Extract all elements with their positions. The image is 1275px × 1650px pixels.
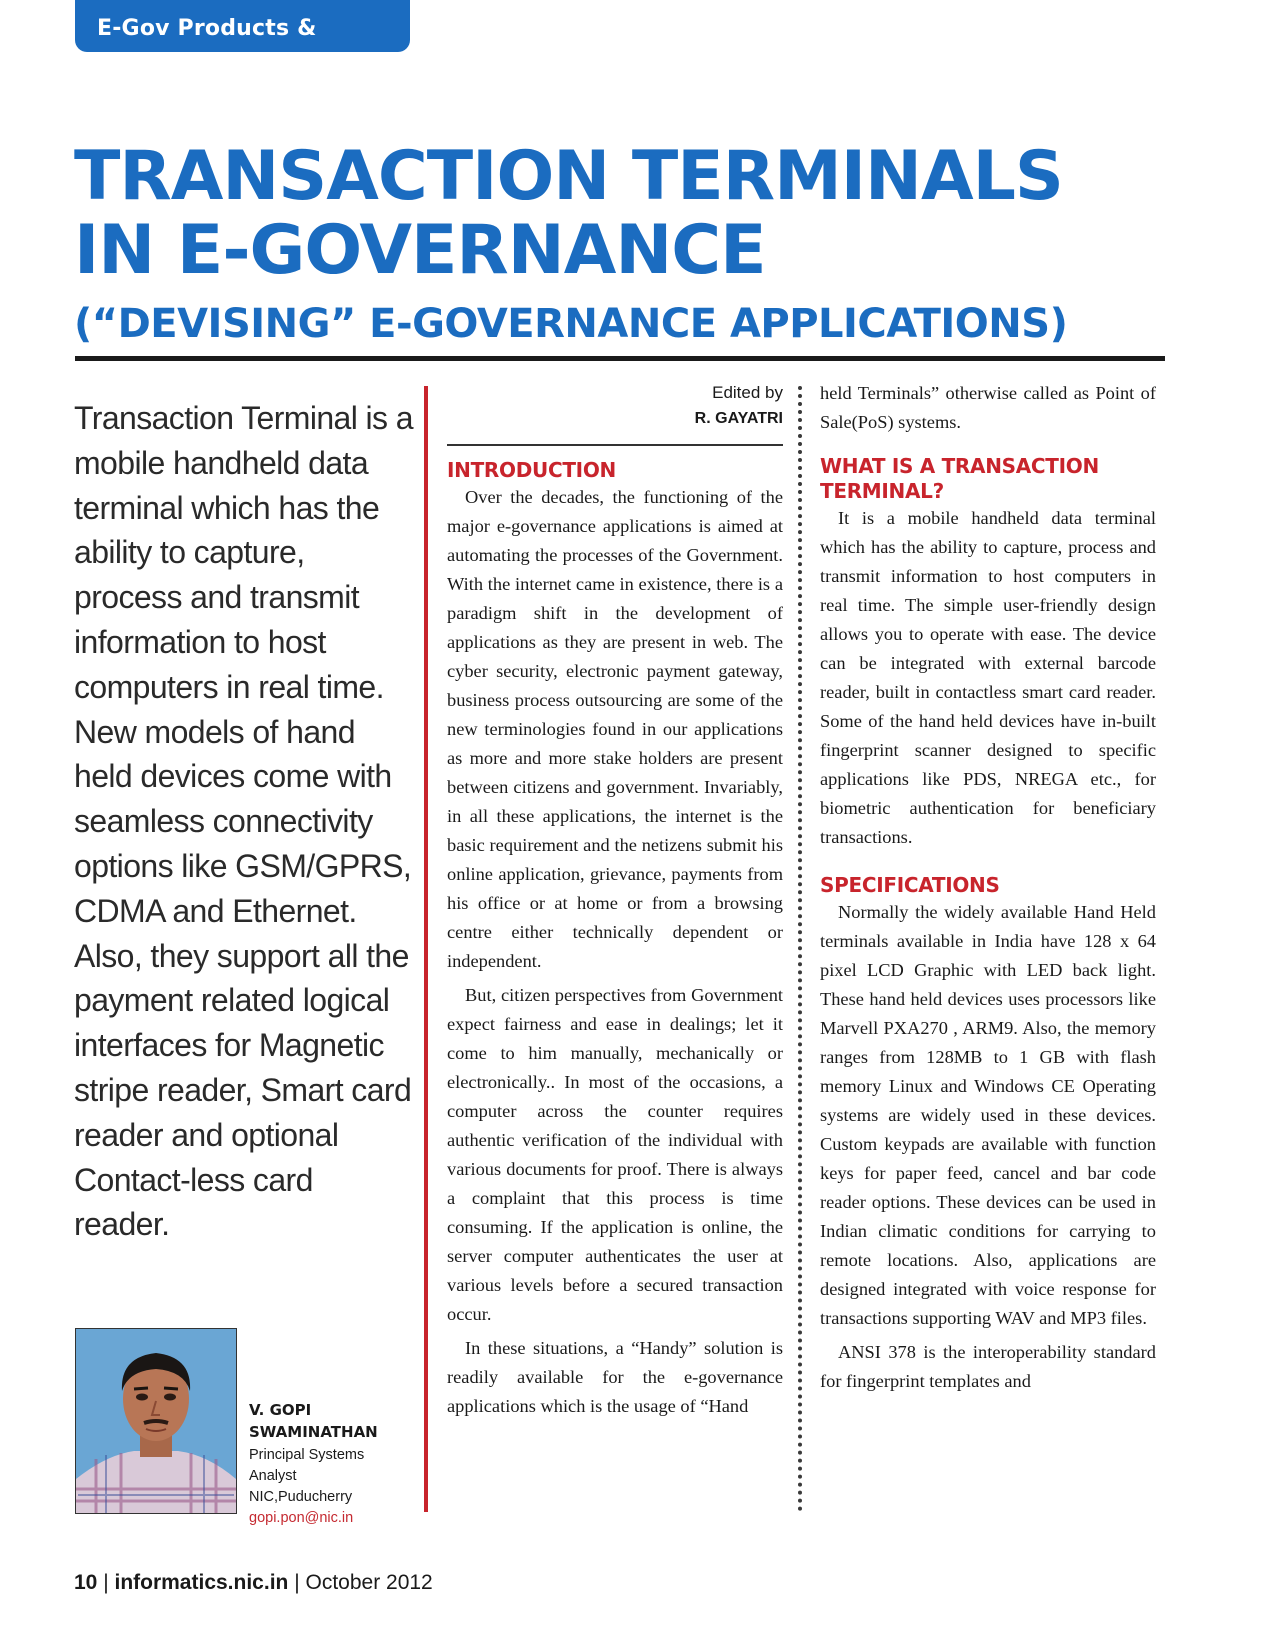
red-column-divider [424, 386, 428, 1512]
editor-label: Edited by [712, 383, 783, 402]
author-info [249, 1399, 409, 1529]
intro-paragraph-3: In these situations, a “Handy” solution is readily available for the e-governance applications which is the usage of “Hand [447, 1338, 783, 1416]
editor-credit [447, 380, 783, 432]
article-subtitle: (“DEVISING” E-GOVERNANCE APPLICATIONS) [74, 301, 1068, 347]
intro-paragraph-1: Over the decades, the functioning of the major e-governance applications is aimed at automating the processes of the Government. With the internet came in existence, there is a paradigm shift in the development of applications as they are present in web. The cyber security, electronic payment gateway, business process outsourcing are some of the new terminologies found in our applications as more and more stake holders are present between citizens and government. Invariably, in all these applications, the internet is the basic requirement and the netizens submit his online application, grievance, payments from his office or at home or from a browsing centre either technically dependent or independent. [447, 487, 783, 971]
section-tab: E-Gov Products & Services [75, 0, 410, 52]
specifications-paragraph-2: ANSI 378 is the interoperability standard for fingerprint templates and [820, 1342, 1156, 1391]
what-is-paragraph: It is a mobile handheld data terminal which has the ability to capture, process and transmit information to host computers in real time. The simple user-friendly design allows you to operate with ease. The device can be integrated with external barcode reader, built in contactless smart card reader. Some of the hand held devices have in-built fingerprint scanner designed to specific applications like PDS, NREGA etc., for biometric authentication for beneficiary transactions. [820, 508, 1156, 847]
dotted-column-divider [798, 386, 802, 1512]
author-email-link[interactable]: gopi.pon@nic.in [249, 1510, 354, 1526]
lead-summary: Transaction Terminal is a mobile handheld data terminal which has the ability to capture, process and transmit information to host computers in real time. New models of hand held devices come with seamless connectivity options like GSM/GPRS, CDMA and Ethernet. Also, they support all the payment related logical interfaces for Magnetic stripe reader, Smart card reader and optional Contact-less card reader. [74, 400, 413, 1243]
title-divider [75, 356, 1165, 361]
author-name: V. GOPI SWAMINATHAN [249, 1401, 378, 1441]
body-column-1 [447, 458, 783, 1421]
continued-paragraph: held Terminals” otherwise called as Point of Sale(PoS) systems. [820, 383, 1156, 432]
heading-what-is: WHAT IS A TRANSACTION TERMINAL? [820, 454, 1099, 503]
heading-introduction: INTRODUCTION [447, 458, 616, 482]
specifications-paragraph-1: Normally the widely available Hand Held terminals available in India have 128 x 64 pixel LCD Graphic with LED back light. These hand held devices uses processors like Marvell PXA270 , ARM9. Also, the memory ranges from 128MB to 1 GB with flash memory Linux and Windows CE Operating systems are widely used in these devices. Custom keypads are available with function keys for paper feed, cancel and bar code reader options. These devices can be used in Indian climatic conditions for carrying to remote locations. Also, applications are designed integrated with voice response for transactions supporting WAV and MP3 files. [820, 902, 1156, 1328]
editor-name: R. GAYATRI [694, 410, 783, 427]
author-role: Principal Systems Analyst [249, 1447, 365, 1484]
title-line-2: IN E-GOVERNANCE [74, 211, 766, 290]
article-title [74, 137, 1063, 290]
page-footer: 10 | informatics.nic.in | October 2012 [74, 1571, 433, 1594]
body-column-2 [820, 379, 1156, 1396]
footer-date: October 2012 [305, 1571, 433, 1594]
page-number: 10 [74, 1571, 98, 1594]
author-org: NIC,Puducherry [249, 1489, 353, 1505]
heading-specifications: SPECIFICATIONS [820, 873, 1000, 897]
author-portrait-image [76, 1329, 236, 1513]
author-photo [75, 1328, 237, 1514]
editor-divider [447, 444, 783, 446]
footer-site-link[interactable]: informatics.nic.in [114, 1571, 289, 1594]
intro-paragraph-2: But, citizen perspectives from Government expect fairness and ease in dealings; let it come to him manually, mechanically or electronically.. In most of the occasions, a computer across the counter requires authentic verification of the individual with various documents for proof. There is always a complaint that this process is time consuming. If the application is online, the server computer authenticates the user at various levels before a secured transaction occur. [447, 985, 783, 1324]
title-line-1: TRANSACTION TERMINALS [74, 137, 1063, 216]
